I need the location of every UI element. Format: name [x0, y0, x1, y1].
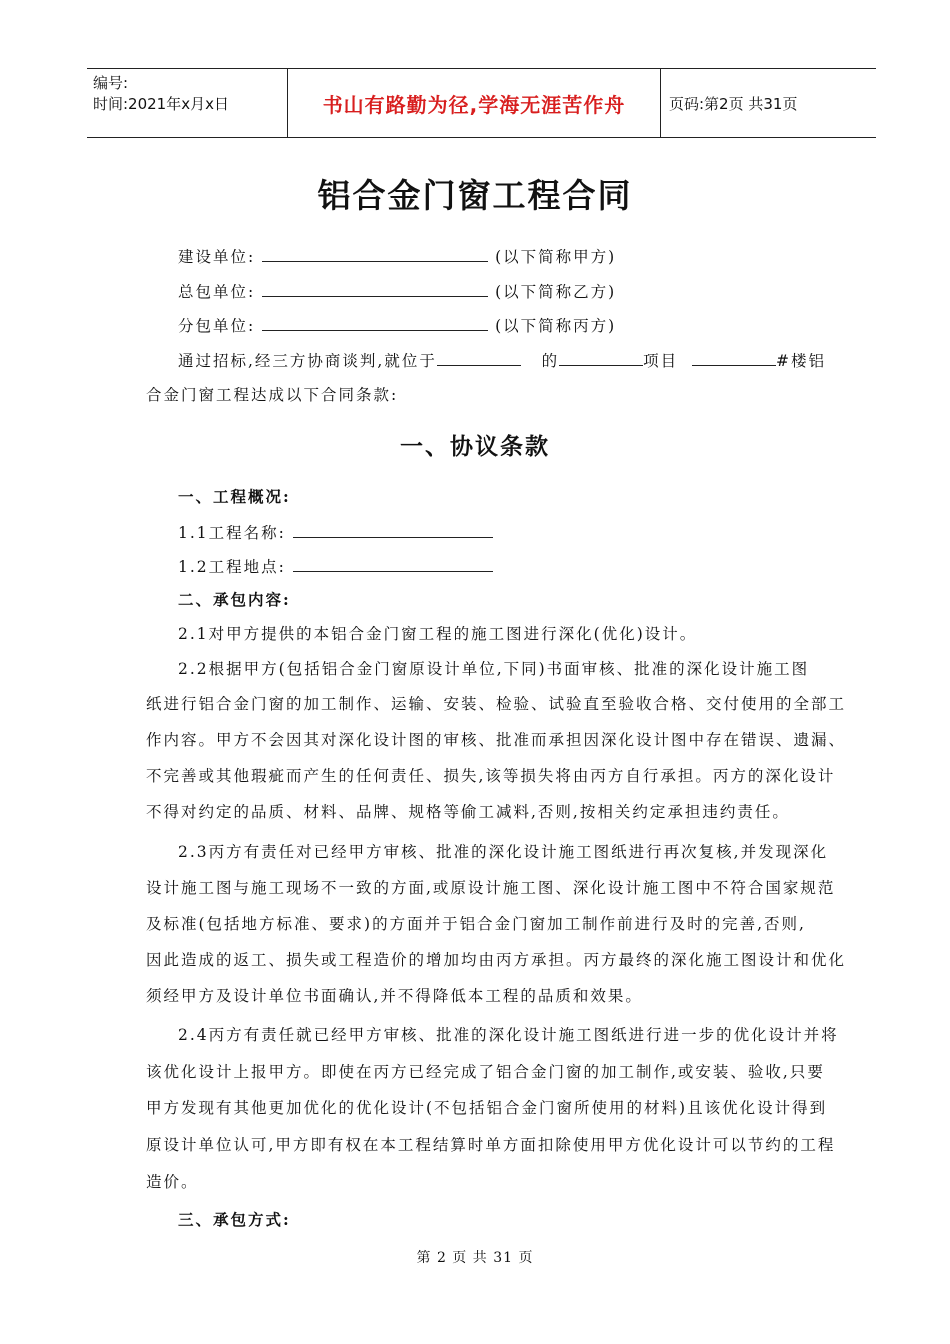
party-note: (以下简称丙方) — [495, 317, 617, 335]
heading-project-overview: 一、工程概况: — [178, 487, 291, 506]
project-name-row — [178, 521, 493, 543]
paragraph-2-4-line: 甲方发现有其他更加优化的优化设计(不包括铝合金门窗所使用的材料)且该优化设计得到 — [146, 1099, 828, 1117]
paragraph-2-3-line: 须经甲方及设计单位书面确认,并不得降低本工程的品质和效果。 — [146, 987, 643, 1005]
document-title: 铝合金门窗工程合同 — [317, 176, 633, 215]
fill-blank[interactable] — [262, 245, 488, 262]
paragraph-2-2-line: 不得对约定的品质、材料、品牌、规格等偷工减料,否则,按相关约定承担违约责任。 — [146, 803, 790, 821]
time-label: 时间:2021年x月x日 — [93, 95, 229, 113]
paragraph-2-2-line: 纸进行铝合金门窗的加工制作、运输、安装、检验、试验直至验收合格、交付使用的全部工 — [146, 695, 847, 713]
intro-text: 的 — [541, 352, 560, 370]
header-motto: 书山有路勤为径,学海无涯苦作舟 — [288, 69, 661, 137]
party-label: 建设单位: — [178, 248, 256, 266]
party-subcontractor — [178, 314, 616, 336]
section-title: 一、协议条款 — [400, 433, 550, 460]
paragraph-2-4-line: 造价。 — [146, 1173, 199, 1191]
paragraph-2-4-line: 2.4丙方有责任就已经甲方审核、批准的深化设计施工图纸进行进一步的优化设计并将 — [178, 1026, 839, 1044]
page-footer: 第 2 页 共 31 页 — [416, 1250, 534, 1266]
paragraph-2-3-line: 因此造成的返工、损失或工程造价的增加均由丙方承担。丙方最终的深化施工图设计和优化 — [146, 951, 847, 969]
fill-blank[interactable] — [293, 521, 493, 538]
party-label: 分包单位: — [178, 317, 256, 335]
intro-text: 项目 — [643, 352, 679, 370]
paragraph-2-2-line: 作内容。甲方不会因其对深化设计图的审核、批准而承担因深化设计图中存在错误、遗漏、 — [146, 731, 847, 749]
fill-blank[interactable] — [559, 349, 643, 366]
intro-text: 通过招标,经三方协商谈判,就位于 — [178, 352, 437, 370]
intro-text: #楼铝 — [776, 352, 827, 370]
party-note: (以下简称乙方) — [495, 283, 617, 301]
party-general-contractor — [178, 280, 616, 302]
paragraph-2-4-line: 原设计单位认可,甲方即有权在本工程结算时单方面扣除使用甲方优化设计可以节约的工程 — [146, 1136, 836, 1154]
heading-contract-method: 三、承包方式: — [178, 1210, 291, 1229]
paragraph-2-2-line: 2.2根据甲方(包括铝合金门窗原设计单位,下同)书面审核、批准的深化设计施工图 — [178, 660, 810, 678]
intro-line-2: 合金门窗工程达成以下合同条款: — [146, 386, 399, 404]
project-place-row — [178, 555, 493, 577]
party-label: 总包单位: — [178, 283, 256, 301]
party-note: (以下简称甲方) — [495, 248, 617, 266]
party-builder — [178, 245, 616, 267]
serial-label: 编号: — [93, 74, 129, 92]
fill-blank[interactable] — [262, 314, 488, 331]
page-header — [87, 68, 876, 138]
paragraph-2-3-line: 2.3丙方有责任对已经甲方审核、批准的深化设计施工图纸进行再次复核,并发现深化 — [178, 843, 829, 861]
header-page-info: 页码:第2页 共31页 — [669, 94, 798, 113]
fill-blank[interactable] — [692, 349, 776, 366]
paragraph-2-1: 2.1对甲方提供的本铝合金门窗工程的施工图进行深化(优化)设计。 — [178, 625, 698, 643]
paragraph-2-2-line: 不完善或其他瑕疵而产生的任何责任、损失,该等损失将由丙方自行承担。丙方的深化设计 — [146, 767, 836, 785]
project-name-label: 1.1工程名称: — [178, 524, 286, 542]
paragraph-2-3-line: 及标准(包括地方标准、要求)的方面并于铝合金门窗加工制作前进行及时的完善,否则, — [146, 915, 806, 933]
fill-blank[interactable] — [437, 349, 521, 366]
fill-blank[interactable] — [293, 555, 493, 572]
intro-line-1 — [178, 349, 826, 371]
fill-blank[interactable] — [262, 280, 488, 297]
project-place-label: 1.2工程地点: — [178, 558, 286, 576]
heading-contract-scope: 二、承包内容: — [178, 590, 291, 609]
header-meta — [87, 69, 288, 137]
paragraph-2-4-line: 该优化设计上报甲方。即使在丙方已经完成了铝合金门窗的加工制作,或安装、验收,只要 — [146, 1063, 825, 1081]
paragraph-2-3-line: 设计施工图与施工现场不一致的方面,或原设计施工图、深化设计施工图中不符合国家规范 — [146, 879, 836, 897]
